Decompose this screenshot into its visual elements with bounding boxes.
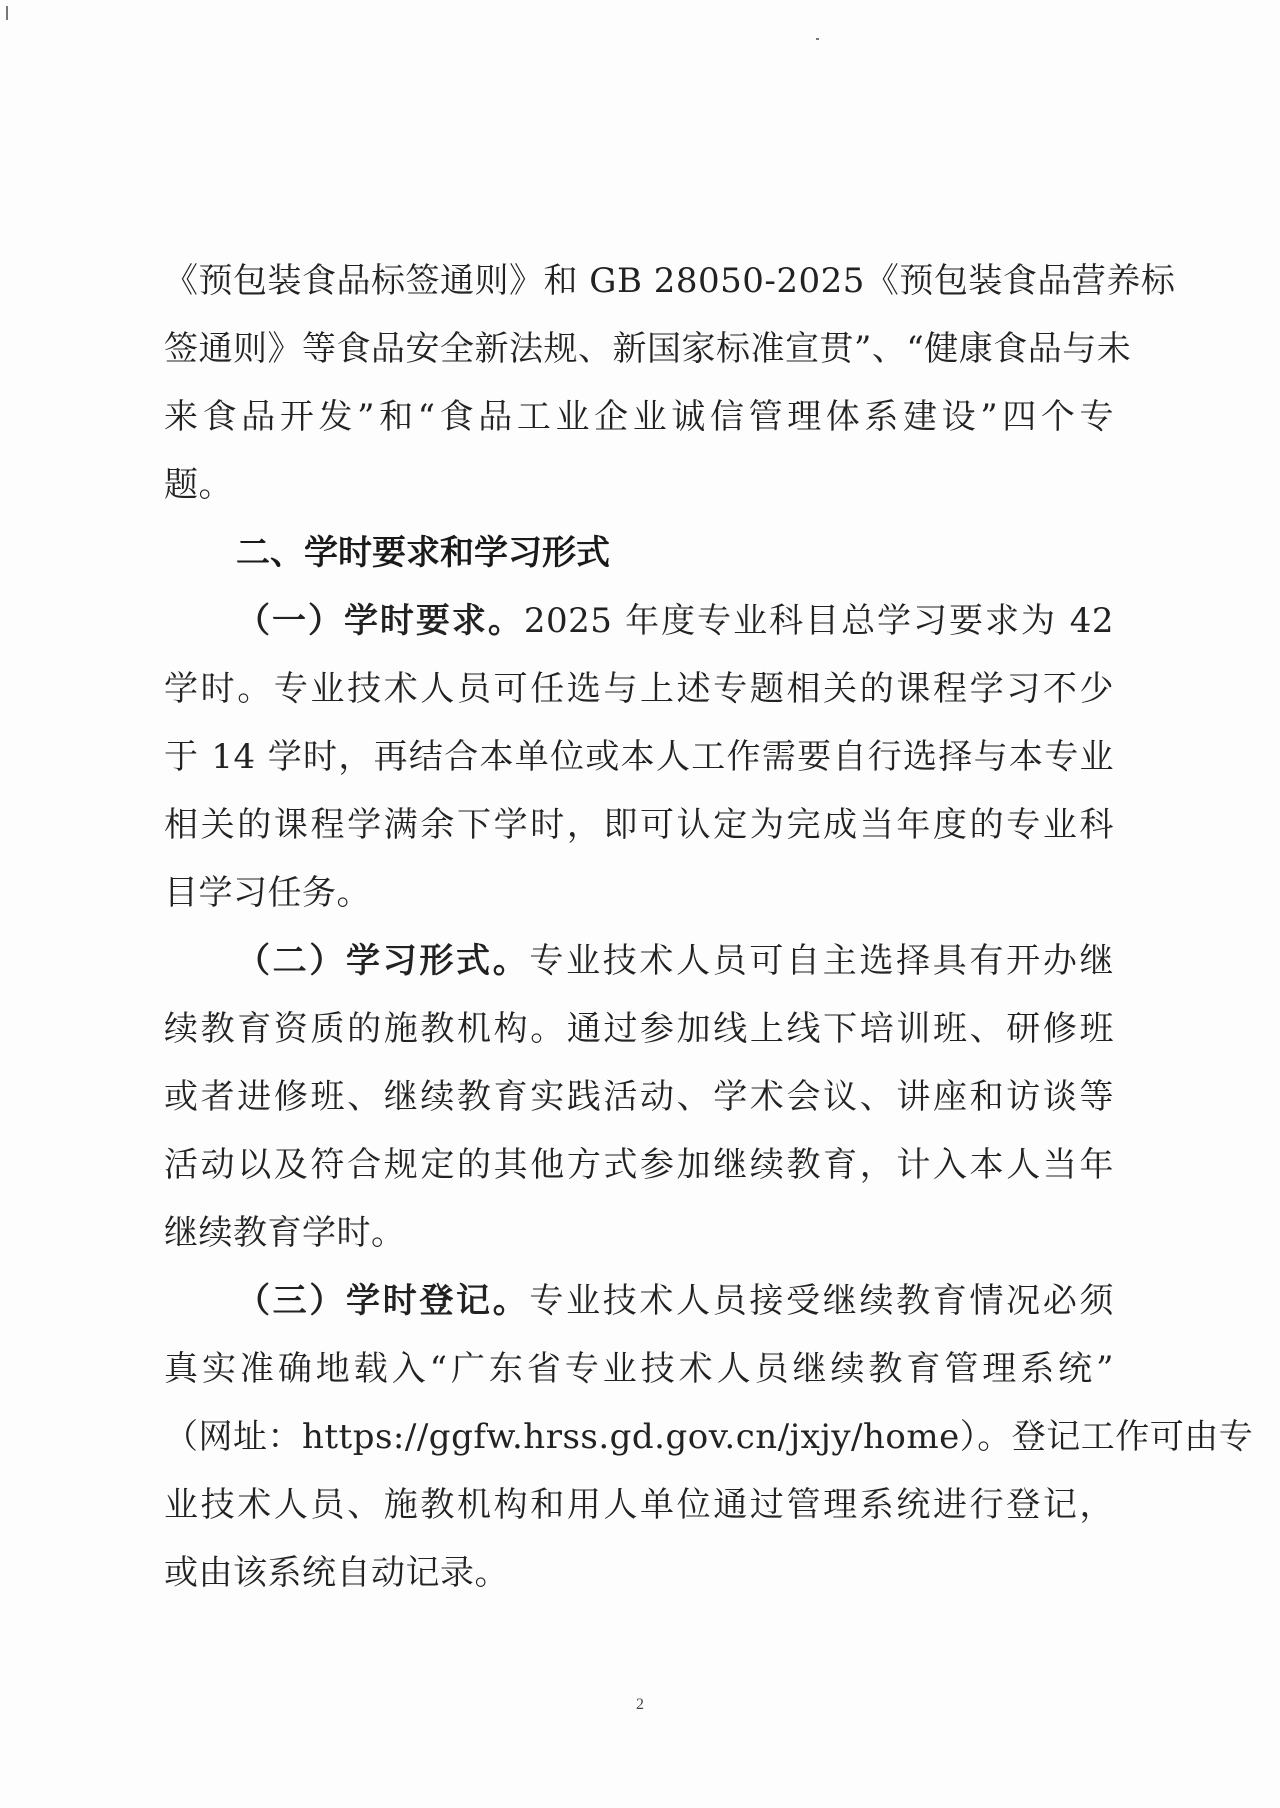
text-line: 续教育资质的施教机构。通过参加线上线下培训班、研修班 (164, 1009, 1114, 1049)
text-line: 来食品开发”和“食品工业企业诚信管理体系建设”四个专 (164, 397, 1114, 437)
paragraph-hours-requirement (164, 587, 1114, 927)
text-line: 学时。专业技术人员可任选与上述专题相关的课程学习不少 (164, 669, 1114, 709)
paragraph-learning-form (164, 927, 1114, 1267)
subsection-lead: （一）学时要求。 (236, 601, 524, 641)
text-line: 业技术人员、施教机构和用人单位通过管理系统进行登记， (164, 1485, 1114, 1525)
text-line: 于 14 学时，再结合本单位或本人工作需要自行选择与本专业 (164, 737, 1114, 777)
text-line: 活动以及符合规定的其他方式参加继续教育，计入本人当年 (164, 1145, 1114, 1185)
text-line: 题。 (164, 465, 233, 505)
text-run: 专业技术人员可自主选择具有开办继 (529, 941, 1114, 981)
scan-mark (816, 38, 819, 40)
text-line (164, 1267, 1114, 1335)
text-line (164, 927, 1114, 995)
document-body (164, 247, 1254, 1607)
scan-mark (6, 6, 8, 20)
paragraph-hours-registration (164, 1267, 1254, 1607)
text-run: 2025 年度专业科目总学习要求为 42 (523, 601, 1115, 641)
text-run: 专业技术人员接受继续教育情况必须 (529, 1281, 1114, 1321)
text-line: 或者进修班、继续教育实践活动、学术会议、讲座和访谈等 (164, 1077, 1114, 1117)
text-line: 目学习任务。 (164, 873, 371, 913)
text-line: （网址：https://ggfw.hrss.gd.gov.cn/jxjy/home）。登记工作可由专 (164, 1417, 1254, 1457)
section-heading: 二、学时要求和学习形式 (236, 533, 610, 573)
subsection-lead: （三）学时登记。 (236, 1281, 530, 1321)
text-line: 或由该系统自动记录。 (164, 1553, 509, 1593)
page-number: 2 (636, 1696, 644, 1713)
text-line: 《预包装食品标签通则》和 GB 28050-2025《预包装食品营养标 (164, 261, 1176, 301)
paragraph-topics (164, 247, 1176, 519)
text-line (164, 587, 1114, 655)
text-line: 继续教育学时。 (164, 1213, 406, 1253)
text-line: 相关的课程学满余下学时，即可认定为完成当年度的专业科 (164, 805, 1114, 845)
text-line: 真实准确地载入“广东省专业技术人员继续教育管理系统” (164, 1349, 1114, 1389)
subsection-lead: （二）学习形式。 (236, 941, 530, 981)
text-line: 签通则》等食品安全新法规、新国家标准宣贯”、“健康食品与未 (164, 329, 1132, 369)
